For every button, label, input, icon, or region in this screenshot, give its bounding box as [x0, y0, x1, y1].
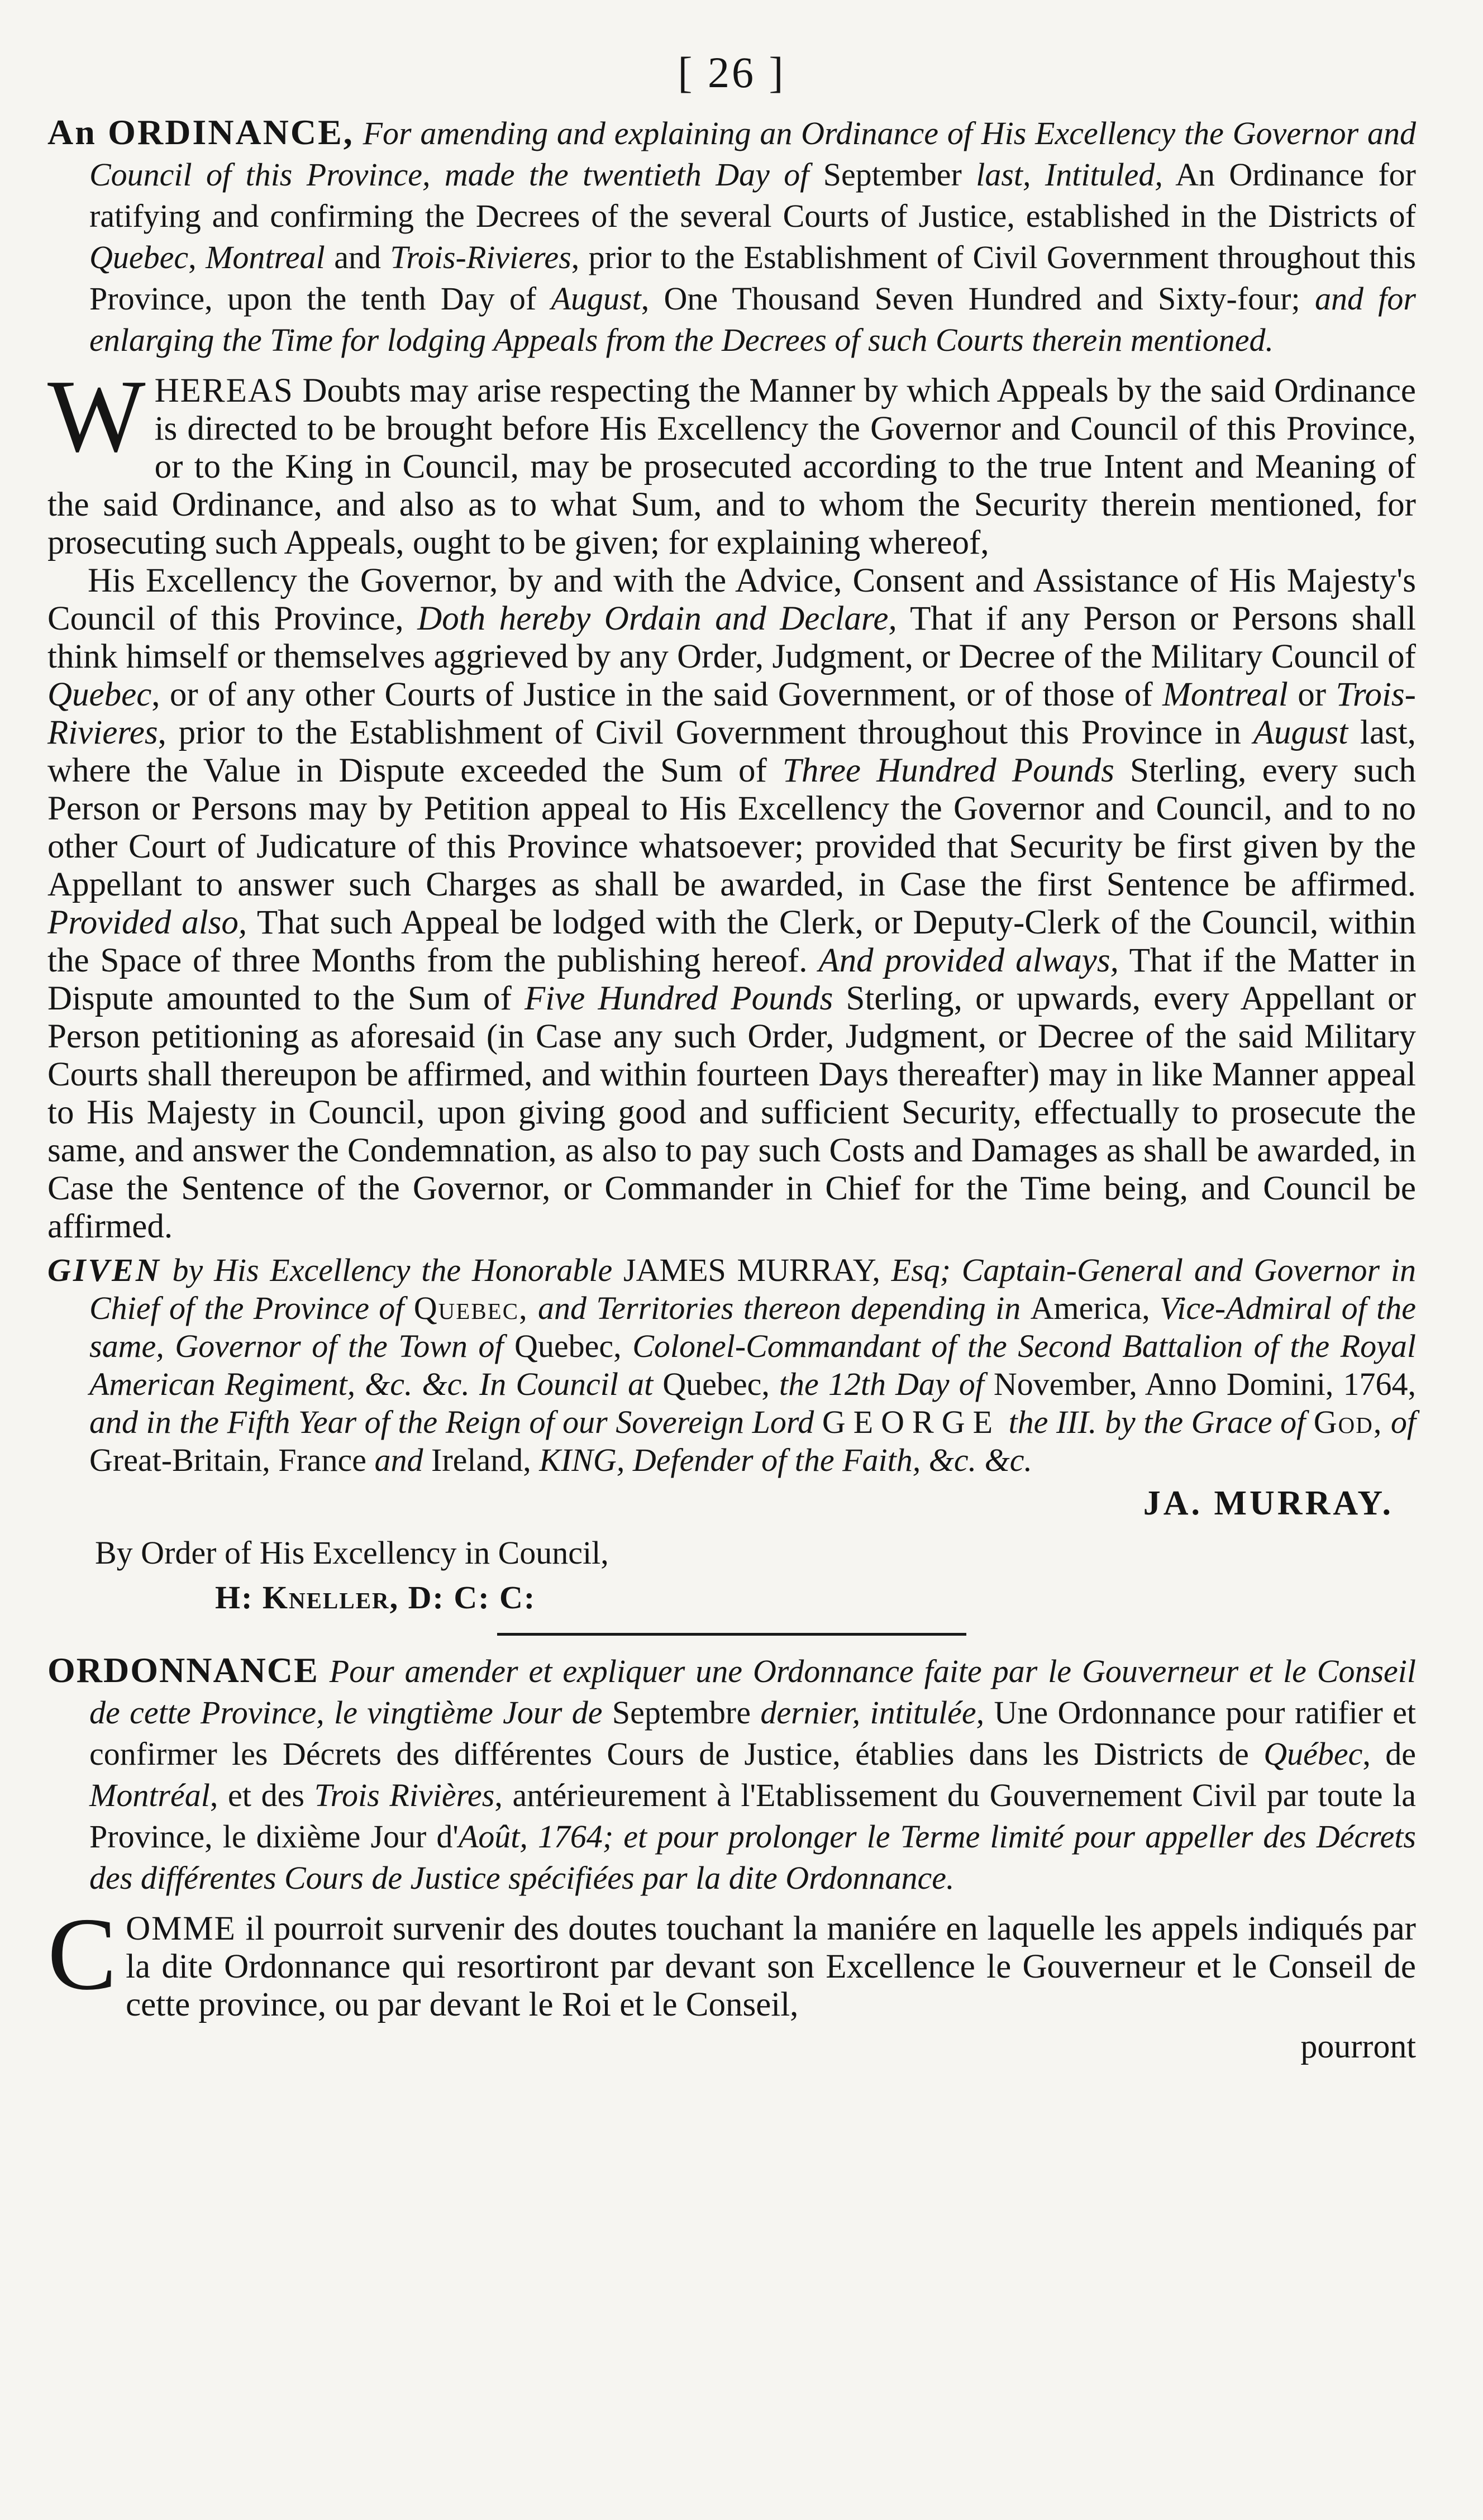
fr-title-5: , et des — [209, 1777, 314, 1813]
enact-sum-2: Five Hundred Pounds — [524, 980, 833, 1017]
ordinance-body — [47, 359, 1417, 1246]
given-word: GIVEN — [47, 1252, 161, 1288]
title-part-2: last, — [961, 156, 1045, 193]
comme-text: il pourroit survenir des doutes touchant la maniére en laquelle les appels indiqués par la dite Ordonnance qui resortiront par devant son Excellence le Gouverneur et le Conseil de cette province, ou par devant le Roi et le Conseil, — [126, 1910, 1416, 2023]
enact-august: August — [1253, 714, 1348, 751]
whereas-opener: HEREAS — [154, 372, 294, 409]
title-part-6: and for enlarging the Time for lodging Appeals from the Decrees of such Courts therein mentioned. — [89, 280, 1416, 358]
fr-title-6: , antérieurement à l'Etablissement du Gouvernement Civil par toute la Province, le dixième Jour d' — [89, 1777, 1417, 1855]
order-line: By Order of His Excellency in Council, — [95, 1535, 609, 1571]
title-quebec: Quebec — [89, 239, 189, 275]
ordonnance-head: ORDONNANCE — [47, 1650, 319, 1690]
drop-cap: W — [47, 359, 146, 474]
title-trois: Trois-Rivieres — [390, 239, 571, 275]
given-king: KING, — [531, 1442, 625, 1478]
given-9: of — [1382, 1404, 1417, 1440]
given-2: Esq; Captain-General and Governor in Chief of the Province of — [89, 1252, 1417, 1326]
fr-drop-cap: C — [47, 1897, 117, 2012]
title-sep: , — [188, 239, 206, 275]
comme-paragraph — [47, 1897, 1416, 2024]
given-10: and — [366, 1442, 432, 1478]
enact-or: or — [1288, 676, 1336, 713]
given-3: and Territories thereon depending in — [528, 1290, 1031, 1326]
section-divider — [497, 1633, 966, 1636]
title-and: and — [325, 239, 390, 275]
title-part-3: An Ordinance for ratifying and confirming the Decrees of the several Courts of Justice, established in the Districts of — [89, 156, 1416, 234]
title-part-5: , One Thousand Seven Hundred and Sixty-four; — [641, 280, 1315, 317]
fr-title-aout: Août, 1764; — [458, 1818, 614, 1855]
given-quebec: Quebec, — [413, 1290, 528, 1326]
given-god: God, — [1313, 1404, 1383, 1440]
enact-2: That if any Person or Persons shall think himself or themselves aggrieved by any Order, Judgment, or Decree of the Military Council of — [47, 600, 1416, 675]
fr-title-3: Une Ordonnance pour ratifier et confirmer les Décrets des différentes Cours de Justice, établies dans les Districts de — [89, 1694, 1416, 1772]
whereas-paragraph — [47, 359, 1416, 562]
title-part-4: , prior to the Establishment of Civil Government throughout this Province, upon the tenth Day of — [89, 239, 1416, 317]
governor-signature: JA. MURRAY. — [1143, 1484, 1394, 1522]
enact-ordain: Doth hereby Ordain and Declare, — [417, 600, 897, 637]
ordinance-head: An ORDINANCE, — [47, 112, 354, 152]
comme-opener: OMME — [126, 1910, 236, 1947]
given-1: by His Excellency the Honorable — [161, 1252, 624, 1288]
given-november: November, — [993, 1366, 1137, 1402]
given-4: Vice-Admiral of the same, Governor of the Town of — [89, 1290, 1417, 1364]
enacting-paragraph — [47, 562, 1416, 1246]
given-george: GEORGE — [822, 1404, 1001, 1440]
fr-title-septembre: Septembre — [612, 1694, 751, 1731]
title-intituled: Intituled, — [1045, 156, 1163, 193]
enact-7: That such Appeal be lodged with the Clerk, or Deputy-Clerk of the Council, within the Space of three Months from the publishing hereof. — [47, 904, 1416, 979]
given-america: America, — [1030, 1290, 1150, 1326]
given-quebec-2: Quebec, — [514, 1328, 622, 1364]
given-5: Colonel-Commandant of the Second Battalion of the Royal American Regiment, &c. &c. In Council at — [89, 1328, 1416, 1402]
catchword: pourront — [1300, 2028, 1416, 2065]
given-ireland: Ireland, — [431, 1442, 531, 1478]
ordinance-title — [47, 112, 1416, 361]
enact-sum-1: Three Hundred Pounds — [782, 752, 1114, 789]
given-murray: JAMES MURRAY, — [623, 1252, 880, 1288]
given-11: Defender of the Faith, &c. &c. — [624, 1442, 1032, 1478]
enact-4: , prior to the Establishment of Civil Government throughout this Province in — [158, 714, 1253, 751]
ordonnance-title — [47, 1650, 1416, 1899]
given-6: the 12th Day of — [769, 1366, 994, 1402]
given-8: the III. by the Grace of — [1000, 1404, 1314, 1440]
given-quebec-3: Quebec, — [662, 1366, 770, 1402]
fr-title-1: Pour amender et expliquer une Ordonnance faite par le Gouverneur et le Conseil de cette Province, le vingtième Jour de — [89, 1653, 1416, 1731]
title-month: September — [823, 156, 962, 193]
enact-9: Sterling, or upwards, every Appellant or Person petitioning as aforesaid (in Case any such Order, Judgment, or Decree of the said Military Courts shall thereupon be affirmed, and within fourteen Days thereafter) may in like Manner appeal to His Majesty in Council, upon giving good and sufficient Security, effectually to prosecute the same, and answer the Condemnation, as also to pay such Costs and Damages as shall be awarded, in Case the Sentence of the Governor, or Commander in Chief for the Time being, and Council be affirmed. — [47, 980, 1416, 1245]
enact-montreal: Montreal — [1162, 676, 1288, 713]
title-august: August — [551, 280, 641, 317]
page-number: [ 26 ] — [678, 48, 786, 97]
given-clause — [47, 1251, 1416, 1479]
fr-title-trois: Trois Rivières — [314, 1777, 495, 1813]
fr-title-2: dernier, intitulée, — [750, 1694, 994, 1731]
title-montreal: Montreal — [206, 239, 325, 275]
whereas-text: Doubts may arise respecting the Manner by which Appeals by the said Ordinance is directed to be brought before His Excellency the Governor and Council of this Province, or to the King in Council, may be prosecuted according to the true Intent and Meaning of the said Ordinance, and also as to what Sum, and to whom the Security therein mentioned, for prosecuting such Appeals, ought to be given; for explaining whereof, — [47, 372, 1416, 561]
fr-title-7: et pour prolonger le Terme limité pour appeller des Décrets des différentes Cours de Justice spécifiées par la dite Ordonnance. — [89, 1818, 1416, 1896]
fr-title-quebec: Québec — [1263, 1736, 1363, 1772]
enact-1: His Excellency the Governor, by and with the Advice, Consent and Assistance of His Majesty's Council of this Province, — [47, 562, 1416, 637]
given-realms: Great-Britain, France — [89, 1442, 367, 1478]
enact-trois: Trois-Rivieres — [47, 676, 1416, 751]
enact-5: last, where the Value in Dispute exceeded the Sum of — [47, 714, 1416, 789]
enact-quebec: Quebec — [47, 676, 152, 713]
enact-3: , or of any other Courts of Justice in the said Government, or of those of — [151, 676, 1163, 713]
title-part-1: For amending and explaining an Ordinance of His Excellency the Governor and Council of this Province, made the twentieth Day of — [89, 115, 1416, 193]
enact-provided: Provided also, — [47, 904, 247, 941]
clerk-signature: H: Kneller, D: C: C: — [215, 1579, 536, 1616]
enact-and-provided: And provided always, — [818, 942, 1119, 979]
given-anno: Anno Domini, 1764, — [1137, 1366, 1416, 1402]
fr-title-4: , de — [1362, 1736, 1416, 1772]
fr-title-montreal: Montréal — [89, 1777, 210, 1813]
enact-8: That if the Matter in Dispute amounted to the Sum of — [47, 942, 1417, 1017]
given-7: and in the Fifth Year of the Reign of our Sovereign Lord — [89, 1404, 814, 1440]
enact-6: Sterling, every such Person or Persons may by Petition appeal to His Excellency the Governor and Council, and to no other Court of Judicature of this Province whatsoever; provided that Security be first given by the Appellant to answer such Charges as shall be awarded, in Case the first Sentence be affirmed. — [47, 752, 1416, 903]
